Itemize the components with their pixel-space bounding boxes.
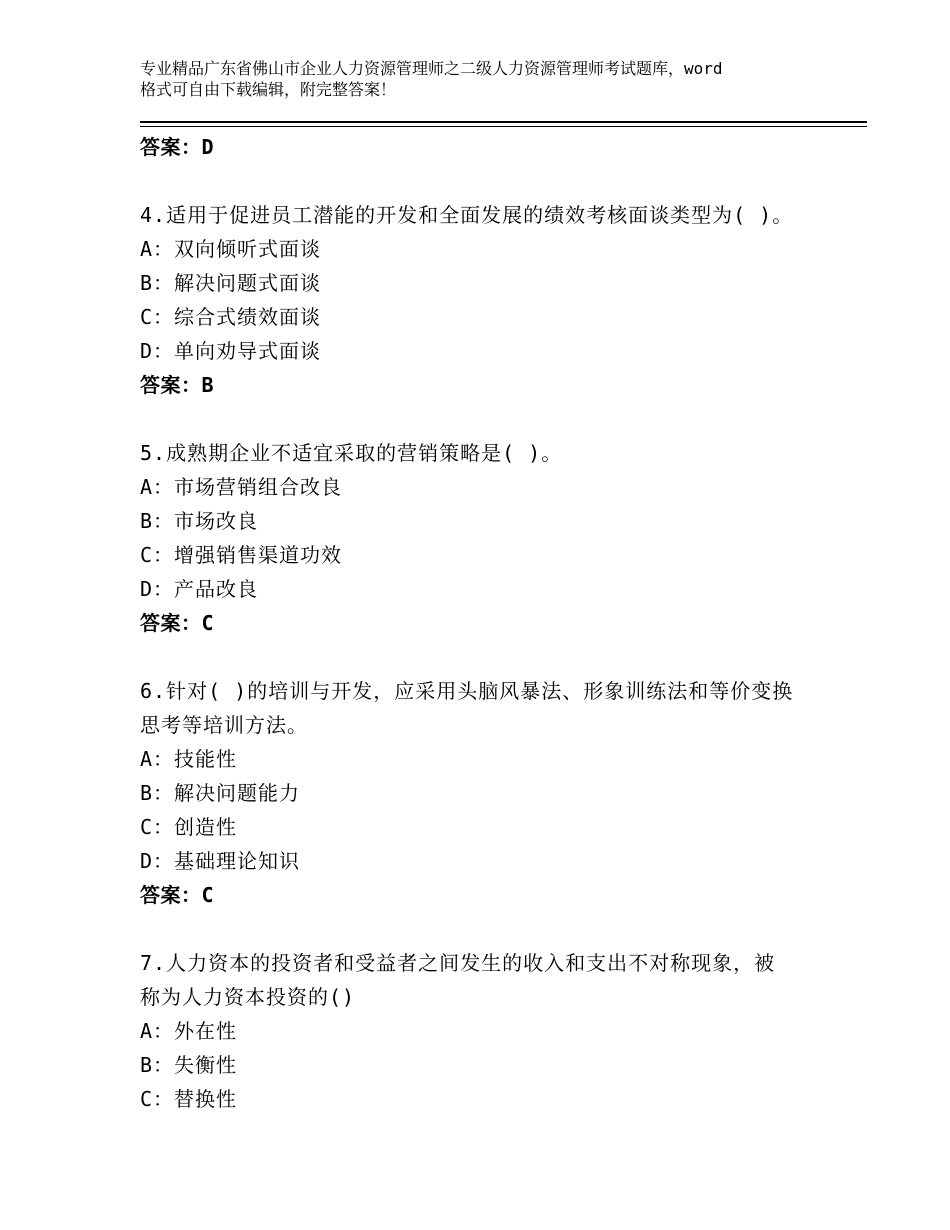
- spacer: [140, 640, 840, 674]
- question-stem: 4.适用于促进员工潜能的开发和全面发展的绩效考核面谈类型为( )。: [140, 203, 794, 227]
- spacer: [140, 164, 840, 198]
- answer-line: 答案：D: [140, 135, 215, 159]
- option-a: A：市场营销组合改良: [140, 475, 343, 499]
- option-d: D：基础理论知识: [140, 849, 301, 873]
- question-stem-line-2: 思考等培训方法。: [140, 713, 308, 737]
- question-block: [140, 436, 840, 640]
- question-block: [140, 198, 840, 402]
- option-a: A：双向倾听式面谈: [140, 237, 322, 261]
- header-rule-thick: [140, 121, 867, 123]
- option-b: B：解决问题式面谈: [140, 271, 322, 295]
- option-b: B：市场改良: [140, 509, 259, 533]
- question-list: [140, 130, 840, 1116]
- option-c: C：替换性: [140, 1087, 238, 1111]
- option-d: D：单向劝导式面谈: [140, 339, 322, 363]
- question-block: [140, 946, 840, 1116]
- answer-line: 答案：B: [140, 373, 215, 397]
- header-rule-thin: [140, 126, 867, 127]
- header-line-2: 格式可自由下载编辑，附完整答案！: [140, 80, 397, 99]
- question-block: [140, 674, 840, 912]
- question-stem-line-1: 6.针对( )的培训与开发，应采用头脑风暴法、形象训练法和等价变换: [140, 679, 794, 703]
- option-c: C：综合式绩效面谈: [140, 305, 322, 329]
- page-header: [140, 58, 840, 100]
- option-b: B：解决问题能力: [140, 781, 301, 805]
- question-stem-line-1: 7.人力资本的投资者和受益者之间发生的收入和支出不对称现象，被: [140, 951, 776, 975]
- question-stem-line-2: 称为人力资本投资的(): [140, 985, 356, 1009]
- option-d: D：产品改良: [140, 577, 259, 601]
- option-a: A：技能性: [140, 747, 238, 771]
- option-c: C：创造性: [140, 815, 238, 839]
- question-stem: 5.成熟期企业不适宜采取的营销策略是( )。: [140, 441, 563, 465]
- option-b: B：失衡性: [140, 1053, 238, 1077]
- answer-line: 答案：C: [140, 883, 215, 907]
- spacer: [140, 402, 840, 436]
- header-line-1: 专业精品广东省佛山市企业人力资源管理师之二级人力资源管理师考试题库，word: [140, 59, 723, 78]
- answer-line: 答案：C: [140, 611, 215, 635]
- spacer: [140, 912, 840, 946]
- option-c: C：增强销售渠道功效: [140, 543, 343, 567]
- option-a: A：外在性: [140, 1019, 238, 1043]
